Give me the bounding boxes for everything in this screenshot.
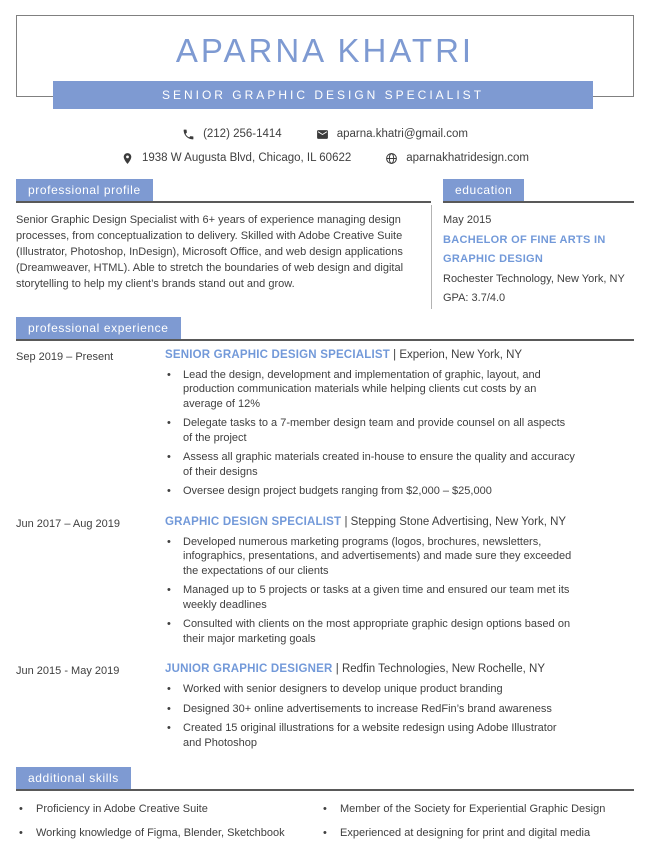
job-separator: | (393, 348, 397, 361)
contact-address-value: 1938 W Augusta Blvd, Chicago, IL 60622 (141, 152, 352, 164)
skill-item: • Working knowledge of Figma, Blender, Sketchbook (16, 826, 320, 841)
contact-row-1 (0, 127, 650, 141)
job-separator: | (335, 663, 339, 675)
job-bullet-list (165, 682, 577, 750)
contact-row-2 (0, 151, 650, 165)
skill-item: • Proficiency in Adobe Creative Suite (16, 802, 320, 817)
education-gpa: GPA: 3.7/4.0 (443, 292, 506, 304)
job-entry (16, 349, 634, 504)
job-body (165, 516, 577, 652)
job-bullet: • Consulted with clients on the most appropriate graphic design options based on their major marketing goals (165, 617, 577, 646)
contact-email-value: aparna.khatri@gmail.com (336, 128, 468, 140)
job-dates: Jun 2017 – Aug 2019 (16, 517, 120, 530)
skill-item: • Experienced at designing for print and digital media (320, 826, 634, 841)
envelope-icon (316, 128, 329, 141)
profile-section-label: professional profile (16, 179, 153, 201)
job-bullet: • Worked with senior designers to develop unique product branding (165, 682, 577, 697)
map-pin-icon (121, 152, 134, 165)
job-bullet: • Lead the design, development and implementation of graphic, layout, and production communication materials while helping clients cut costs by an average of 12% (165, 368, 577, 412)
job-dates: Jun 2015 - May 2019 (16, 665, 120, 677)
skills-right-column (320, 802, 634, 841)
job-title: GRAPHIC DESIGN SPECIALIST (165, 515, 342, 528)
job-title: JUNIOR GRAPHIC DESIGNER (165, 663, 333, 675)
role-title-banner: SENIOR GRAPHIC DESIGN SPECIALIST (53, 81, 593, 109)
header-name-box (16, 15, 634, 102)
skills-columns (16, 802, 634, 841)
job-body (165, 349, 577, 504)
profile-summary-text: Senior Graphic Design Specialist with 6+ years of experience managing design processes, from conceptualization to delivery. Skilled with Adobe Creative Suite (Illustrator, Photoshop, InDesign), Microsoft Office, and web design applications (Dreamweaver, HTML). Able to stretch the boundaries of web design and digital storytelling to help my client’s brands stand out and grow. (16, 214, 404, 290)
contact-email (316, 128, 468, 141)
contact-website (385, 152, 529, 165)
contact-website-value: aparnakhatridesign.com (406, 152, 530, 164)
job-bullet: • Created 15 original illustrations for a website redesign using Adobe Illustrator and Photoshop (165, 721, 577, 750)
job-title-line (165, 349, 577, 361)
job-title: SENIOR GRAPHIC DESIGN SPECIALIST (165, 348, 390, 361)
education-body (443, 211, 634, 309)
skills-section-label: additional skills (16, 767, 131, 789)
job-bullet: • Assess all graphic materials created in-house to ensure the quality and accuracy of their designs (165, 450, 577, 479)
profile-section-head (16, 179, 431, 203)
job-bullet: • Designed 30+ online advertisements to increase RedFin’s brand awareness (165, 702, 577, 717)
job-bullet-list (165, 535, 577, 647)
education-degree: BACHELOR OF FINE ARTS IN GRAPHIC DESIGN (443, 233, 606, 265)
job-company: Stepping Stone Advertising, New York, NY (350, 515, 567, 528)
job-company: Experion, New York, NY (399, 348, 523, 361)
skills-section-head (16, 767, 634, 791)
education-section (432, 179, 634, 309)
profile-education-row (16, 179, 634, 309)
job-bullet: • Delegate tasks to a 7-member design team and provide counsel on all aspects of the project (165, 416, 577, 445)
phone-icon (182, 128, 195, 141)
job-bullet: • Oversee design project budgets ranging from $2,000 – $25,000 (165, 484, 577, 499)
job-title-line (165, 663, 577, 675)
contact-phone-value: (212) 256-1414 (203, 128, 282, 140)
job-company: Redfin Technologies, New Rochelle, NY (341, 663, 546, 675)
job-title-line (165, 516, 577, 528)
additional-skills-section (16, 767, 634, 841)
globe-icon (385, 152, 398, 165)
job-entry (16, 516, 634, 652)
experience-section-label: professional experience (16, 317, 181, 339)
experience-section-head (16, 317, 634, 341)
education-section-label: education (443, 179, 524, 201)
professional-profile-section (16, 179, 431, 309)
skill-item: • Member of the Society for Experiential Graphic Design (320, 802, 634, 817)
contact-phone (182, 128, 282, 141)
candidate-name: APARNA KHATRI (175, 32, 475, 69)
contact-address (121, 152, 351, 165)
skills-left-column (16, 802, 320, 841)
job-bullet: • Managed up to 5 projects or tasks at a given time and ensured our team met its weekly deadlines (165, 583, 577, 612)
education-school: Rochester Technology, New York, NY (443, 272, 625, 285)
job-separator: | (344, 515, 348, 528)
contact-block (0, 127, 650, 165)
job-bullet-list (165, 368, 577, 499)
education-section-head (443, 179, 634, 203)
job-bullet: • Developed numerous marketing programs (logos, brochures, newsletters, infographics, presentations, and advertisements) and made sure they exceeded the expectations of our clients (165, 535, 577, 579)
job-entry (16, 663, 634, 755)
job-dates: Sep 2019 – Present (16, 350, 114, 363)
professional-experience-section (16, 317, 634, 756)
education-date: May 2015 (443, 214, 492, 226)
job-body (165, 663, 577, 755)
